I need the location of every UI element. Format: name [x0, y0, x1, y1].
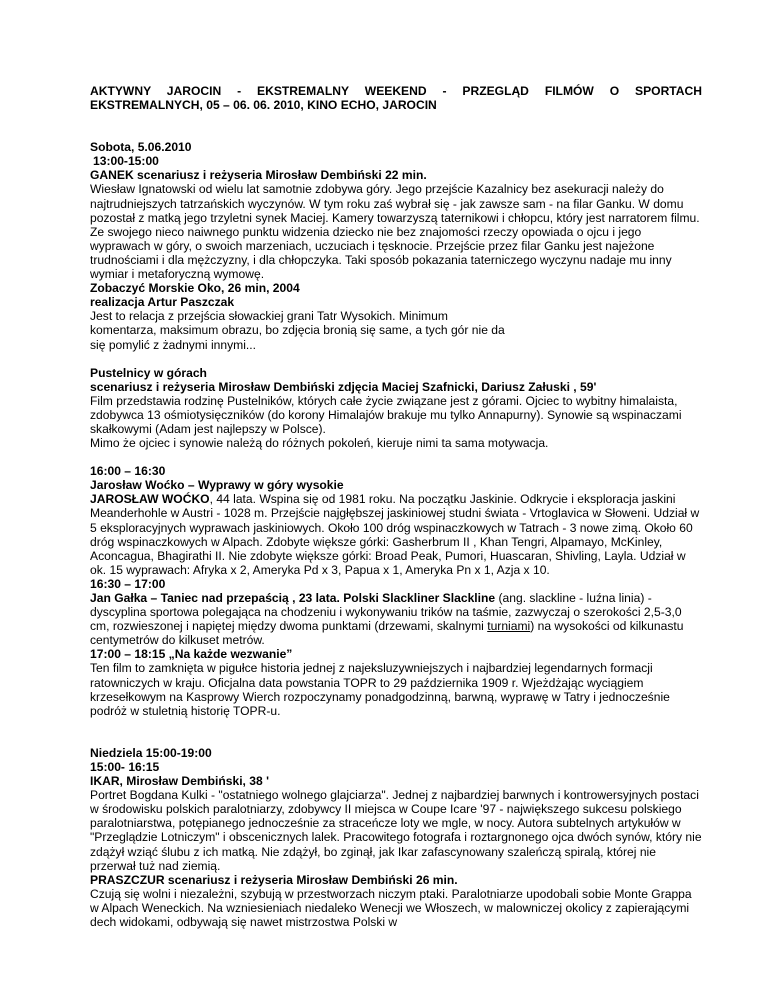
time-1630: 16:30 – 17:00 [90, 576, 166, 591]
ikar-description: Portret Bogdana Kulki - "ostatniego wolnego glajciarza". Jednej z najbardziej barwnych i kontrowersyjnych postaci w środowisku polskich paralotniarzy, zdobywcy II miejsca w Coupe Icare '97 - największego sukcesu polskiego paralotniarstwa, potępianego jednocześnie za straceńcze loty we mgle, w nocy. Autora subtelnych artykułów w "Przeglądzie Lotniczym" i obscenicznych lalek. Pracowitego fotografa i roztargnonego ojca dwóch synów, który nie zdążył wziąć ślubu z ich matką. Nie zdążył, bo zginął, jak Ikar zafascynowany szaleńczą spiralą, której nie przerwał tuż nad ziemią. [90, 788, 702, 873]
morskie-oko-line-2: komentarza, maksimum obrazu, bo zdjęcia bronią się same, a tych gór nie da [90, 323, 505, 338]
title-line-2: EKSTREMALNYCH, 05 – 06. 06. 2010, KINO ECHO, JAROCIN [90, 98, 437, 113]
galka-text-a: (ang. slackline - luźna linia) - dyscyplina sportowa polegająca na chodzeniu i wykonywaniu trików na taśmie, zazwyczaj o szerokości 2,5-3,0 cm, rozwieszonej i napiętej między dwoma punktami (drzewami, skalnymi [90, 591, 682, 634]
sunday-time: 15:00- 16:15 [90, 759, 160, 774]
morskie-oko-line-3: się pomylić z żadnymi innymi... [90, 337, 256, 352]
praszczur-description: Czują się wolni i niezależni, szybują w przestworzach niczym ptaki. Paralotniarze upodobali sobie Monte Grappa w Alpach Weneckich. Na wzniesieniach niedaleko Wenecji we Włoszech, w malowniczej okolicy z zapierającymi dech widokami, odbywają się nawet mistrzostwa Polski w [90, 886, 692, 929]
document-title [90, 84, 702, 112]
morskie-oko-director: realizacja Artur Paszczak [90, 295, 235, 310]
saturday-date: Sobota, 5.06.2010 [90, 140, 192, 155]
pustelnicy-credits: scenariusz i reżyseria Mirosław Dembiński zdjęcia Maciej Szafnicki, Dariusz Załuski , 59' [90, 379, 597, 394]
ganek-title: GANEK scenariusz i reżyseria Mirosław Dembiński 22 min. [90, 168, 427, 183]
pustelnicy-title: Pustelnicy w górach [90, 365, 207, 380]
morskie-oko-title: Zobaczyć Morskie Oko, 26 min, 2004 [90, 281, 300, 296]
ganek-description: Wiesław Ignatowski od wielu lat samotnie zdobywa góry. Jego przejście Kazalnicy bez asekuracji należy do najtrudniejszych tatrzańskich wyczynów. W tym roku zaś wybrał się - jak zawsze sam - na filar Ganku. W domu pozostał z matką jego trzyletni synek Maciej. Kamery towarzyszą taternikowi i chłopcu, który jest narratorem filmu. Ze swojego nieco naiwnego punktu widzenia dziecko nie bez znajomości rzeczy opowiada o ojcu i jego wyprawach w góry, o swoich marzeniach, uczuciach i tęsknocie. Przejście przez filar Ganku jest najeżone trudnościami i dla mężczyzny, i dla chłopczyka. Taki sposób pokazania taterniczego wyczynu nadaje mu inny wymiar i metaforyczną wymowę. [90, 182, 700, 282]
ikar-title: IKAR, Mirosław Dembiński, 38 ' [90, 774, 269, 789]
galka-block [90, 591, 702, 647]
pustelnicy-description-2: Mimo że ojciec i synowie należą do różnych pokoleń, kieruje nimi ta sama motywacja. [90, 436, 549, 451]
turniami-link[interactable]: turniami [487, 619, 531, 634]
time-1700: 17:00 – 18:15 „Na każde wezwanie” [90, 647, 293, 662]
galka-title: Jan Gałka – Taniec nad przepaścią , 23 lata. Polski Slackliner Slackline [90, 591, 496, 605]
wocko-name: JAROSŁAW WOĆKO [90, 492, 210, 507]
time-1600: 16:00 – 16:30 [90, 464, 166, 479]
sunday-date: Niedziela 15:00-19:00 [90, 745, 212, 760]
saturday-time: 13:00-15:00 [93, 154, 159, 169]
wocko-title: Jarosław Woćko – Wyprawy w góry wysokie [90, 478, 344, 493]
pustelnicy-description: Film przedstawia rodzinę Pustelników, których całe życie związane jest z górami. Ojciec to wybitny himalaista, zdobywca 13 ośmiotysięczników (do korony Himalajów brakuje mu tylko Annapurny). Synowie są wspinaczami skałkowymi (Adam jest najlepszy w Polsce). [90, 393, 682, 436]
praszczur-title: PRASZCZUR scenariusz i reżyseria Mirosław Dembiński 26 min. [90, 872, 458, 887]
morskie-oko-line-1: Jest to relacja z przejścia słowackiej grani Tatr Wysokich. Minimum [90, 309, 448, 324]
document-page [90, 84, 702, 929]
wocko-bio [90, 492, 702, 577]
wocko-bio-text: , 44 lata. Wspina się od 1981 roku. Na początku Jaskinie. Odkrycie i eksploracja jaskini Meanderhohle w Austri - 1028 m. Przejście najgłębszej jaskiniowej studni świata - Vrtoglavica w Słoweni. Udział w 5 eksploracyjnych wyprawach jaskiniowych. Około 100 dróg wspinaczkowych w Tatrach - 3 nowe zimą. Około 60 dróg wspinaczkowych w Alpach. Zdobyte większe górki: Gasherbrum II , Khan Tengri, Alpamayo, McKinley, Aconcagua, Bhagirathi II. Nie zdobyte większe górki: Broad Peak, Pumori, Huascaran, Shivling, Layla. Udział w ok. 15 wyprawach: Afryka x 2, Ameryka Pd x 3, Papua x 1, Ameryka Pn x 1, Azja x 10. [90, 492, 700, 577]
galka-text-b: ) na wysokości od kilkunastu centymetrów do kilkuset metrów. [90, 619, 684, 648]
title-line-1: AKTYWNY JAROCIN - EKSTREMALNY WEEKEND - PRZEGLĄD FILMÓW O SPORTACH [90, 84, 702, 98]
topr-description: Ten film to zamknięta w pigułce historia jednej z najeksluzywniejszych i najbardziej legendarnych formacji ratowniczych w kraju. Oficjalna data powstania TOPR to 29 października 1909 r. Wjeżdżając wyciągiem krzesełkowym na Kasprowy Wierch rozpoczynamy ponadgodzinną, barwną, wyprawę w Tatry i jednocześnie podróż w stuletnią historię TOPR-u. [90, 661, 670, 718]
